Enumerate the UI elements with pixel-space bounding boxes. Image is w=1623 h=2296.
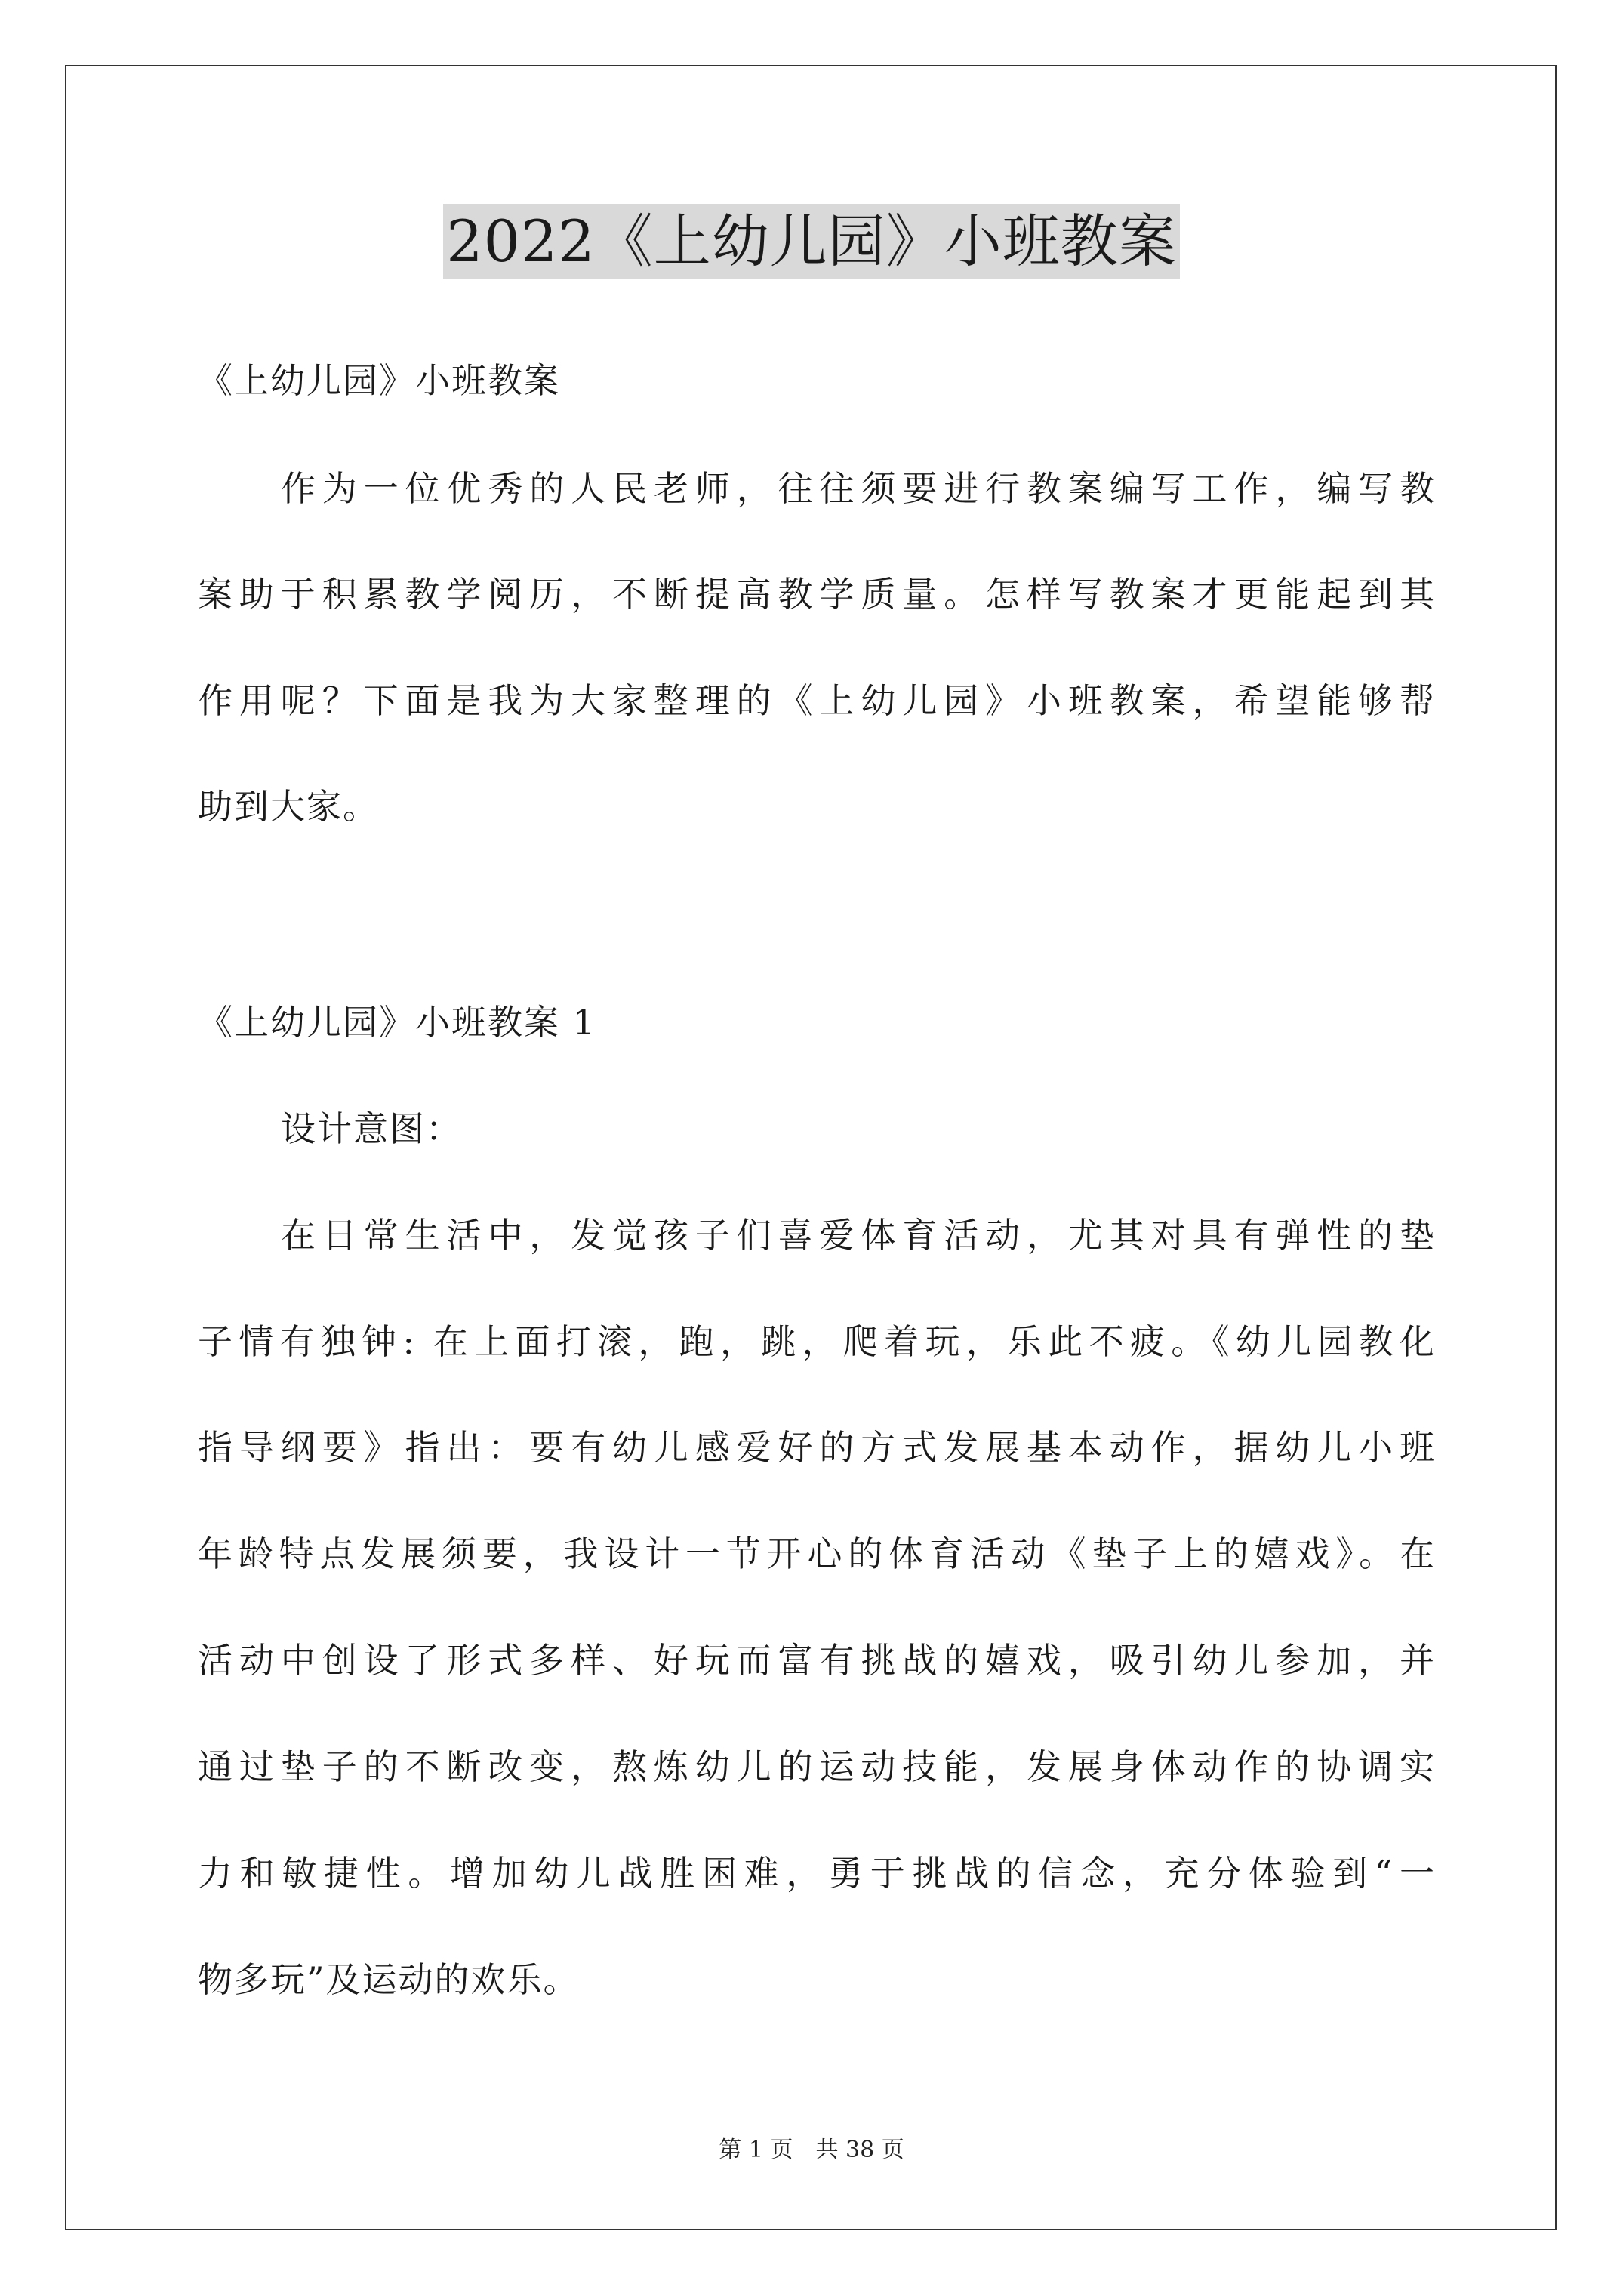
design-line: 物多玩”及运动的欢乐。 xyxy=(198,1959,580,2000)
design-line: 在日常生活中，发觉孩子们喜爱体育活动，尤其对具有弹性的垫 xyxy=(281,1215,1436,1256)
document-title: 2022《上幼儿园》小班教案 xyxy=(443,204,1179,279)
intro-line: 案助于积累教学阅历，不断提高教学质量。怎样写教案才更能起到其 xyxy=(198,574,1436,615)
design-line: 指导纲要》指出：要有幼儿感爱好的方式发展基本动作，据幼儿小班 xyxy=(198,1427,1436,1468)
design-line: 通过垫子的不断改变，熬炼幼儿的运动技能，发展身体动作的协调实 xyxy=(198,1746,1436,1787)
title-container xyxy=(0,204,1623,279)
design-line: 活动中创设了形式多样、好玩而富有挑战的嬉戏，吸引幼儿参加，并 xyxy=(198,1640,1436,1681)
section-heading: 《上幼儿园》小班教案 1 xyxy=(198,1002,596,1043)
design-line: 年龄特点发展须要，我设计一节开心的体育活动《垫子上的嬉戏》。在 xyxy=(198,1533,1436,1574)
intro-line: 作用呢？下面是我为大家整理的《上幼儿园》小班教案，希望能够帮 xyxy=(198,680,1436,721)
intro-line: 作为一位优秀的人民老师，往往须要进行教案编写工作，编写教 xyxy=(281,468,1436,509)
design-line: 力和敏捷性。增加幼儿战胜困难，勇于挑战的信念，充分体验到“一 xyxy=(198,1853,1436,1894)
intro-line: 助到大家。 xyxy=(198,786,379,827)
design-line: 子情有独钟: 在上面打滚，跑，跳，爬着玩，乐此不疲。《幼儿园教化 xyxy=(198,1321,1436,1362)
design-label: 设计意图： xyxy=(281,1108,462,1149)
page-number: 第 1 页 共 38 页 xyxy=(719,2137,904,2163)
document-subtitle: 《上幼儿园》小班教案 xyxy=(198,360,560,401)
